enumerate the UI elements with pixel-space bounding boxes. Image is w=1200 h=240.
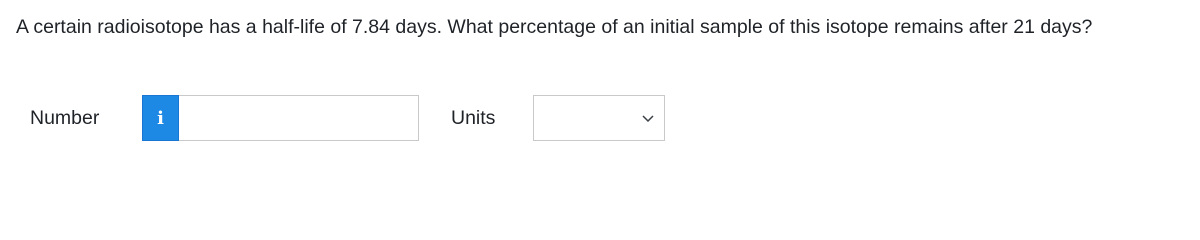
number-input[interactable]: [179, 95, 419, 141]
units-select[interactable]: [533, 95, 665, 141]
units-label: Units: [451, 107, 496, 129]
info-icon: i: [157, 107, 164, 129]
chevron-down-icon: [642, 114, 654, 124]
question-text: A certain radioisotope has a half-life of 7.84 days. What percentage of an initial sample of this isotope remains after 21 days?: [16, 16, 1093, 38]
answer-row: [0, 94, 1200, 141]
number-label: Number: [30, 107, 100, 129]
info-button[interactable]: [142, 95, 179, 141]
